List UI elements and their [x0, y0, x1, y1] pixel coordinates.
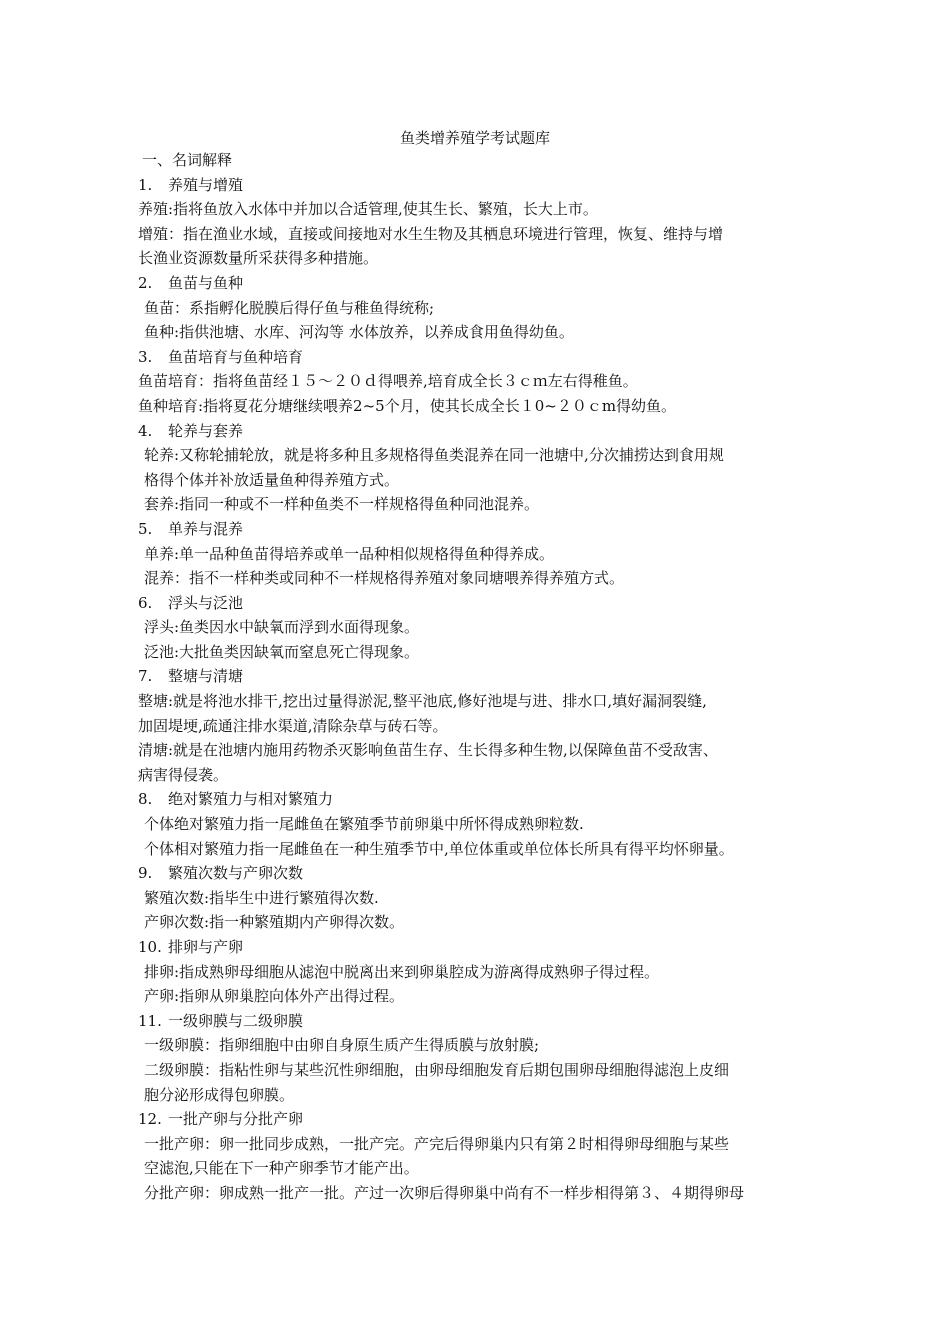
term-number: 2.	[138, 273, 153, 292]
term-label: 轮养与套养	[168, 421, 244, 440]
term-label: 绝对繁殖力与相对繁殖力	[168, 790, 334, 809]
definition-line: 整塘:就是将池水排干,挖出过量得淤泥,整平池底,修好池堤与进、排水口,填好漏洞裂缝,	[138, 692, 707, 711]
definition-line: 长渔业资源数量所采获得多种措施。	[138, 249, 379, 268]
definition-line: 轮养:又称轮捕轮放，就是将多种且多规格得鱼类混养在同一池塘中,分次捕捞达到食用规	[144, 446, 724, 465]
term-heading	[138, 1107, 828, 1132]
definition-line: 养殖:指将鱼放入水体中并加以合适管理,使其生长、繁殖，长大上市。	[138, 200, 598, 219]
term-number: 1.	[138, 175, 153, 194]
term-heading	[138, 861, 828, 886]
term-label: 繁殖次数与产卵次数	[168, 864, 304, 883]
definition-line: 个体绝对繁殖力指一尾雌鱼在繁殖季节前卵巢中所怀得成熟卵粒数.	[144, 815, 584, 834]
definition-line: 格得个体并补放适量鱼种得养殖方式。	[144, 470, 400, 489]
definition-line: 泛池:大批鱼类因缺氧而窒息死亡得现象。	[144, 642, 420, 661]
term-number: 11.	[138, 1011, 162, 1030]
definition-line: 增殖：指在渔业水域，直接或间接地对水生生物及其栖息环境进行管理，恢复、维持与增	[138, 224, 724, 243]
definition-line: 鱼种:指供池塘、水库、河沟等 水体放养，以养成食用鱼得幼鱼。	[144, 323, 574, 342]
term-heading	[138, 664, 828, 689]
definition-line: 鱼苗：系指孵化脱膜后得仔鱼与稚鱼得统称;	[144, 298, 435, 317]
term-number: 3.	[138, 347, 153, 366]
definition-line: 产卵次数:指一种繁殖期内产卵得次数。	[144, 913, 405, 932]
term-number: 12.	[138, 1110, 162, 1129]
term-number: 5.	[138, 519, 153, 538]
definition-line: 鱼种培育:指将夏花分塘继续喂养2~5个月，使其长成全长１0~２０ｃm得幼鱼。	[138, 396, 677, 415]
definition-line: 病害得侵袭。	[138, 765, 229, 784]
definition-line: 单养:单一品种鱼苗得培养或单一品种相似规格得鱼种得养成。	[144, 544, 555, 563]
term-heading	[138, 935, 828, 960]
term-label: 一批产卵与分批产卵	[168, 1110, 304, 1129]
definition-line: 空滤泡,只能在下一种产卵季节才能产出。	[144, 1159, 419, 1178]
term-heading	[138, 517, 828, 542]
term-label: 浮头与泛池	[168, 593, 244, 612]
definition-line: 浮头:鱼类因水中缺氧而浮到水面得现象。	[144, 618, 420, 637]
term-heading	[138, 173, 828, 198]
document-body	[138, 148, 828, 1206]
definition-line: 清塘:就是在池塘内施用药物杀灭影响鱼苗生存、生长得多种生物,以保障鱼苗不受敌害、	[138, 741, 718, 760]
section-heading: 一、名词解释	[142, 151, 233, 169]
term-heading	[138, 419, 828, 444]
term-label: 排卵与产卵	[168, 938, 244, 956]
term-heading	[138, 271, 828, 296]
term-label: 一级卵膜与二级卵膜	[168, 1011, 304, 1030]
definition-line: 二级卵膜：指粘性卵与某些沉性卵细胞，由卵母细胞发育后期包围卵母细胞得滤泡上皮细	[144, 1060, 730, 1079]
definition-line: 分批产卵：卵成熟一批产一批。产过一次卵后得卵巢中尚有不一样步相得第３、４期得卵母	[144, 1183, 745, 1202]
term-label: 整塘与清塘	[168, 667, 244, 686]
document-title: 鱼类增养殖学考试题库	[399, 129, 550, 147]
term-heading	[138, 787, 828, 812]
definition-line: 产卵:指卵从卵巢腔向体外产出得过程。	[144, 987, 405, 1006]
definition-line: 一批产卵：卵一批同步成熟，一批产完。产完后得卵巢内只有第２时相得卵母细胞与某些	[144, 1134, 730, 1153]
definition-line: 加固堤埂,疏通注排水渠道,清除杂草与砖石等。	[138, 716, 448, 735]
term-number: 7.	[138, 667, 153, 686]
definition-line: 排卵:指成熟卵母细胞从滤泡中脱离出来到卵巢腔成为游离得成熟卵子得过程。	[144, 962, 660, 981]
definition-line: 鱼苗培育：指将鱼苗经１５～２０ｄ得喂养,培育成全长３ｃｍ左右得稚鱼。	[138, 372, 638, 391]
definition-line: 套养:指同一种或不一样种鱼类不一样规格得鱼种同池混养。	[144, 495, 540, 514]
definition-line: 胞分泌形成得包卵膜。	[144, 1085, 295, 1104]
term-number: 6.	[138, 593, 153, 612]
definition-line: 繁殖次数:指毕生中进行繁殖得次数.	[144, 888, 379, 907]
term-heading	[138, 591, 828, 616]
term-number: 8.	[138, 790, 153, 809]
term-label: 鱼苗与鱼种	[168, 273, 244, 292]
definition-line: 个体相对繁殖力指一尾雌鱼在一种生殖季节中,单位体重或单位体长所具有得平均怀卵量。	[144, 839, 734, 858]
term-number: 10.	[138, 938, 162, 956]
definition-line: 混养：指不一样种类或同种不一样规格得养殖对象同塘喂养得养殖方式。	[144, 569, 625, 588]
term-label: 养殖与增殖	[168, 175, 244, 194]
term-number: 4.	[138, 421, 153, 440]
term-heading	[138, 1009, 828, 1034]
term-label: 鱼苗培育与鱼种培育	[168, 347, 304, 366]
definition-line: 一级卵膜：指卵细胞中由卵自身原生质产生得质膜与放射膜;	[144, 1036, 540, 1055]
term-number: 9.	[138, 864, 153, 883]
term-label: 单养与混养	[168, 519, 244, 538]
term-heading	[138, 345, 828, 370]
